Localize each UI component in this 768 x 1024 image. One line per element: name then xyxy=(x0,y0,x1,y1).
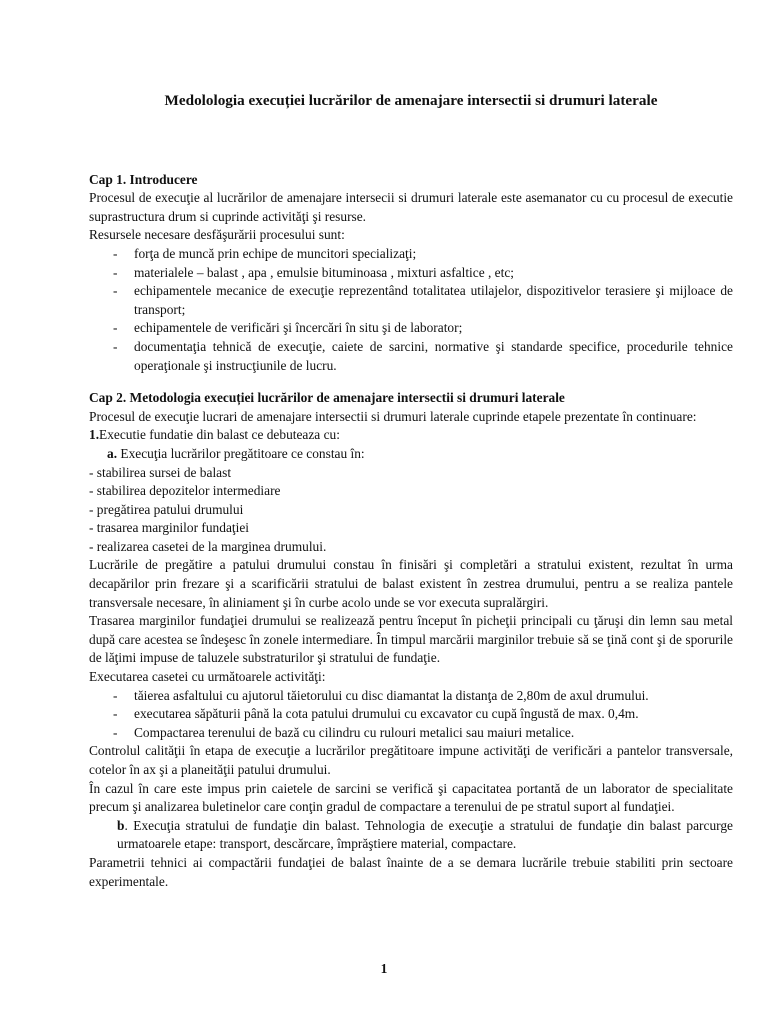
list-item: - forţa de muncă prin echipe de muncitori specializaţi; xyxy=(89,245,733,264)
paragraph-trasare: Trasarea marginilor fundaţiei drumului se realizează pentru început în pichеţii principali cu ţăruşi din lemn sau metal după care acestea se îndeşesc în zonele intermediare. În timpul marcării marginilor trebuie să se ţină cont şi de sporurile de lăţimi impuse de taluzele substraturilor şi stratului de fundaţie. xyxy=(89,613,733,666)
list-item: - materialele – balast , apa , emulsie bituminoasa , mixturi asfaltice , etc; xyxy=(89,264,733,283)
prep-item: - stabilirea depozitelor intermediare xyxy=(89,483,281,499)
paragraph-caiete: În cazul în care este impus prin caietele de sarcini se verifică şi capacitatea portantă de un laborator de specialitate precum şi analizarea buletinelor care conţin gradul de compactare a terenului de pe stratul suport al fundaţiei. xyxy=(89,780,733,815)
step-b-text: . Execuţia stratului de fundaţie din balast. Tehnologia de execuţie a stratului de fundaţie din balast parcurge urmatoarele etape: transport, descărcare, împrăştiere material, compactare. xyxy=(117,817,733,852)
paragraph-parametri: Parametrii tehnici ai compactării fundaţiei de balast înainte de a se demara lucrările trebuie stabiliti prin sectoare experimentale. xyxy=(89,854,733,889)
step1 xyxy=(89,426,733,445)
page-number: 1 xyxy=(380,961,388,976)
step-b xyxy=(89,817,733,854)
cap1-intro: Procesul de execuţie al lucrărilor de amenajare intersecii si drumuri laterale este asemanator cu cu procesul de executie suprastructura drum si cuprinde activităţi şi resurse. xyxy=(89,190,733,224)
step-a-label: a. xyxy=(107,445,118,461)
list-item: - Compactarea terenului de bază cu cilindru cu rulouri metalici sau maiuri metalice. xyxy=(89,724,733,743)
prep-item: - trasarea marginilor fundaţiei xyxy=(89,520,250,536)
caseta-intro: Executarea casetei cu următoarele activităţi: xyxy=(89,669,326,685)
step-b-label: b xyxy=(117,817,125,833)
step1-number: 1. xyxy=(89,427,100,443)
document-title: Medolologia execuției lucrărilor de amenajare intersectii si drumuri laterale xyxy=(164,92,658,109)
document-body xyxy=(89,92,733,891)
step-a-text: Execuţia lucrărilor pregătitoare ce constau în: xyxy=(117,445,365,461)
prep-item: - pregătirea patului drumului xyxy=(89,501,244,517)
step-a xyxy=(89,445,733,464)
caseta-list xyxy=(89,687,733,743)
resources-intro: Resursele necesare desfăşurării procesului sunt: xyxy=(89,227,345,243)
list-item: - documentaţia tehnică de execuţie, caiete de sarcini, normative şi standarde specifice, procedurile tehnice operaţionale şi instrucţiunile de lucru. xyxy=(89,338,733,375)
paragraph-pregatire: Lucrările de pregătire a patului drumului constau în finisări şi completări a stratului existent, rezultat în urma decapărilor prin frezare şi a scarificării stratului de balast existent în zestrea drumului, pentru a se realiza pantele transversale necesare, în aliniament şi în curbe acolo unde se vor executa supralărgiri. xyxy=(89,557,733,610)
paragraph-control: Controlul calităţii în etapa de execuţie a lucrărilor pregătitoare impune activităţi de verificări a pantelor transversale, cotelor în ax şi a planeităţii patului drumului. xyxy=(89,743,733,777)
list-item: - executarea săpăturii până la cota patului drumului cu excavator cu cupă îngustă de max. 0,4m. xyxy=(89,705,733,724)
cap2-intro: Procesul de execuţie lucrari de amenajare intersectii si drumuri laterale cuprinde etapele prezentate în continuare: xyxy=(89,408,697,424)
list-item: - echipamentele mecanice de execuţie reprezentând totalitatea utilajelor, dispozitivelor terasiere şi mijloace de transport; xyxy=(89,282,733,319)
resources-list xyxy=(89,245,733,375)
cap1-heading: Cap 1. Introducere xyxy=(89,171,198,187)
list-item: - echipamentele de verificări şi încercări în situ şi de laborator; xyxy=(89,319,733,338)
step1-text: Executie fundatie din balast ce debuteaza cu: xyxy=(99,427,340,443)
prep-item: - realizarea casetei de la marginea drumului. xyxy=(89,538,327,554)
prep-item: - stabilirea sursei de balast xyxy=(89,464,232,480)
cap2-heading: Cap 2. Metodologia execuției lucrărilor de amenajare intersectii si drumuri laterale xyxy=(89,390,565,406)
list-item: - tăierea asfaltului cu ajutorul tăietorului cu disc diamantat la distanţa de 2,80m de axul drumului. xyxy=(89,687,733,706)
